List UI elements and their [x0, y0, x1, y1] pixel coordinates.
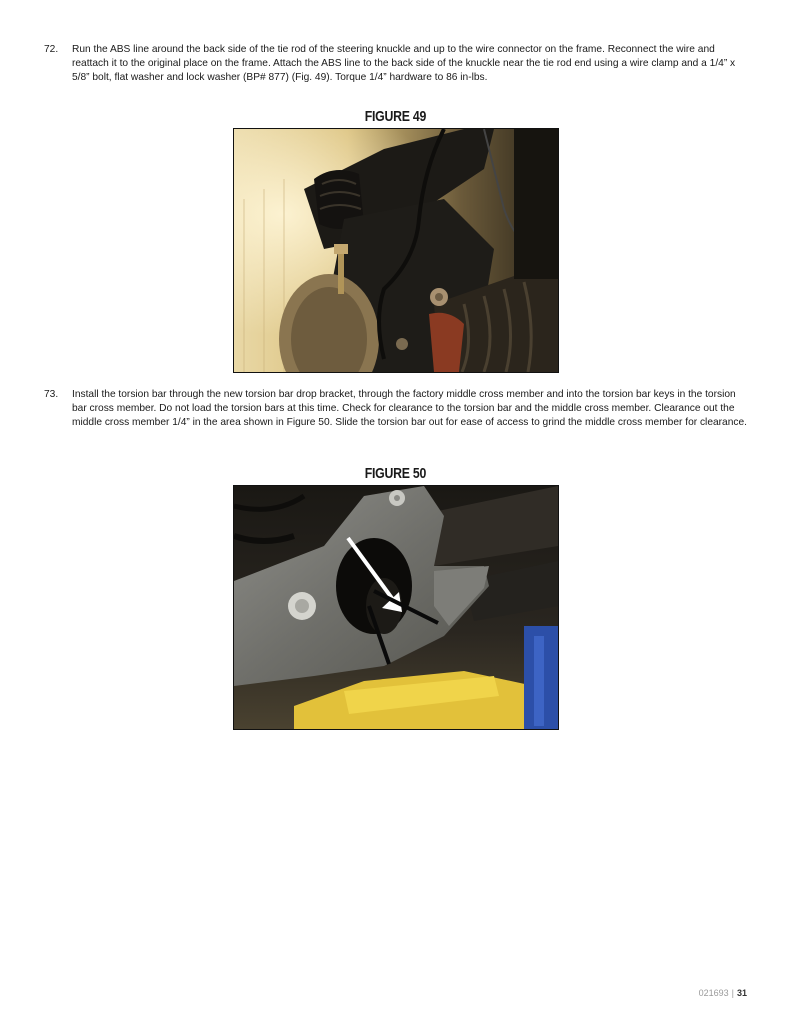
page-number: 31 [736, 988, 747, 998]
document-number: 021693 [698, 988, 729, 998]
step-text: Run the ABS line around the back side of the tie rod of the steering knuckle and up to the wire connector on the frame. Reconnect the wire and reattach it to the original place on the frame. Attach the ABS line to the back side of the knuckle near the tie rod end using a wire clamp and a 1/4” x 5/8” bolt, flat washer and lock washer (BP# 877) (Fig. 49). Torque 1/4” hardware to 86 in-lbs. [72, 44, 736, 83]
figure-49-photo [233, 128, 559, 373]
page-footer [699, 988, 747, 998]
step-number: 72. [44, 44, 59, 55]
step-number: 73. [44, 389, 59, 400]
figure-50-title: FIGURE 50 [364, 465, 427, 482]
figure-49-title: FIGURE 49 [364, 108, 427, 125]
figure-50-photo [233, 485, 559, 730]
step-73 [44, 388, 750, 430]
step-text: Install the torsion bar through the new torsion bar drop bracket, through the factory middle cross member and into the torsion bar keys in the torsion bar cross member. Do not load the torsion bars at this time. Check for clearance to the torsion bar and the middle cross member. Clearance out the middle cross member 1/4” in the area shown in Figure 50. Slide the torsion bar out for ease of access to grind the middle cross member for clearance. [72, 389, 747, 428]
footer-separator: | [731, 988, 734, 998]
step-72 [44, 43, 750, 85]
